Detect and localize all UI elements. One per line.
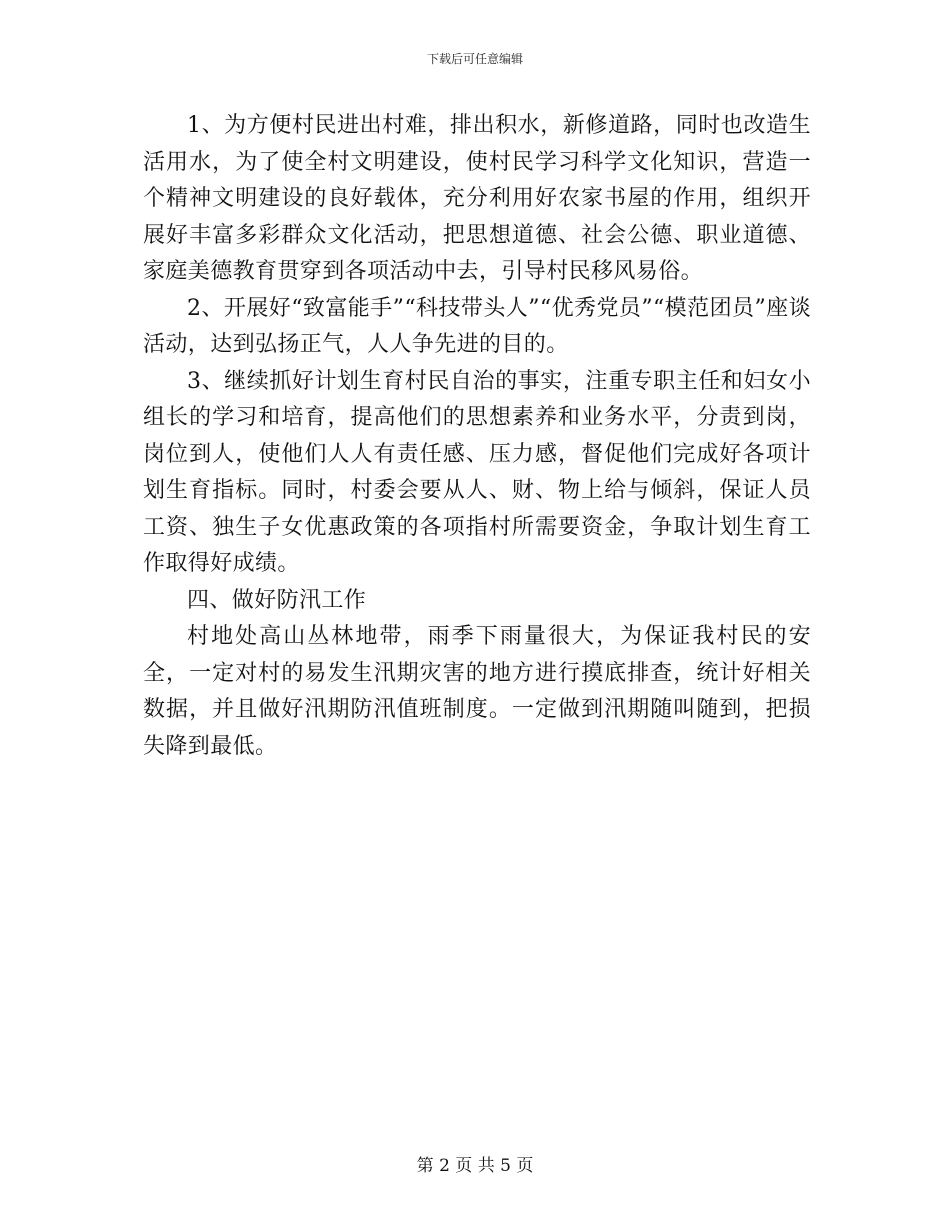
page-number: 第 2 页 共 5 页 <box>416 1156 534 1176</box>
page-header: 下载后可任意编辑 <box>426 52 523 66</box>
section-heading: 四、做好防汛工作 <box>187 587 367 613</box>
paragraph-1: 1、为方便村民进出村难，排出积水，新修道路，同时也改造生活用水，为了使全村文明建设，使村民学习科学文化知识，营造一个精神文明建设的良好载体，充分利用好农家书屋的作用，组织开展好丰富多彩群众文化活动，把思想道德、社会公德、职业道德、家庭美德教育贯穿到各项活动中去，引导村民移风易俗。 <box>143 113 811 284</box>
paragraph-3: 3、继续抓好计划生育村民自治的事实，注重专职主任和妇女小组长的学习和培育，提高他们的思想素养和业务水平，分责到岗，岗位到人，使他们人人有责任感、压力感，督促他们完成好各项计划生育指标。同时，村委会要从人、财、物上给与倾斜，保证人员工资、独生子女优惠政策的各项指村所需要资金，争取计划生育工作取得好成绩。 <box>143 368 811 576</box>
section-paragraph: 村地处高山丛林地带，雨季下雨量很大，为保证我村民的安全，一定对村的易发生汛期灾害的地方进行摸底排查，统计好相关数据，并且做好汛期防汛值班制度。一定做到汛期随叫随到，把损失降到最低。 <box>143 624 811 759</box>
document-body <box>143 108 811 765</box>
paragraph-2: 2、开展好“致富能手”“科技带头人”“优秀党员”“模范团员”座谈活动，达到弘扬正气，人人争先进的目的。 <box>143 295 811 357</box>
page-footer <box>0 1155 950 1177</box>
